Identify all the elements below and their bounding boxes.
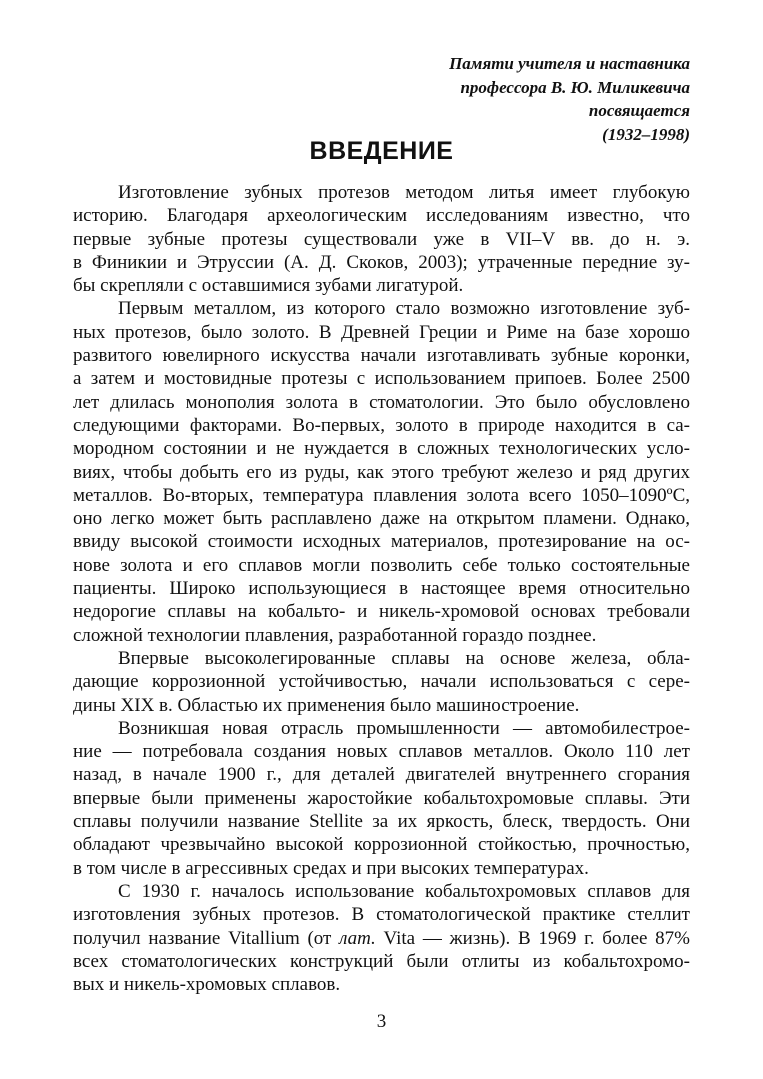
text-line: обладают чрезвычайно высокой коррозионной стойкостью, прочностью, [73, 834, 690, 856]
page-number: 3 [376, 1011, 387, 1032]
text-line: С 1930 г. началось использование кобальтохромовых сплавов для [118, 880, 690, 902]
italic-abbreviation: лат. [339, 927, 376, 949]
text-line: сложной технологии плавления, разработанной гораздо позднее. [73, 624, 597, 646]
text-line: следующими факторами. Во-первых, золото в природе находится в са- [73, 414, 690, 436]
text-line: Первым металлом, из которого стало возможно изготовление зуб- [118, 298, 690, 320]
text-line: Изготовление зубных протезов методом литья имеет глубокую [118, 182, 690, 203]
text-line: пациенты. Широко использующиеся в настоящее время относительно [73, 578, 690, 600]
dedication [449, 52, 690, 146]
text-line: оно легко может быть расплавлено даже на открытом пламени. Однако, [73, 508, 690, 530]
text-line: ных протезов, было золото. В Древней Греции и Риме на базе хорошо [73, 321, 690, 343]
text-line: дающие коррозионной устойчивостью, начали использоваться с сере- [73, 671, 690, 693]
text-segment: получил название Vitallium (от [73, 927, 340, 949]
text-line: развитого ювелирного искусства начали изготавливать зубные коронки, [73, 345, 690, 367]
text-line: ввиду высокой стоимости исходных материалов, протезирование на ос- [73, 531, 690, 553]
paragraph [73, 880, 690, 996]
dedication-line: Памяти учителя и наставника [449, 54, 690, 73]
text-line: впервые были применены жаростойкие кобальтохромовые сплавы. Эти [73, 787, 690, 809]
text-line: Возникшая новая отрасль промышленности — автомобилестрое- [118, 717, 690, 739]
text-line: лет длилась монополия золота в стоматологии. Это было обусловлено [73, 391, 690, 413]
text-line: историю. Благодаря археологическим исследованиям известно, что [73, 205, 690, 227]
text-line: недорогие сплавы на кобальто- и никель-хромовой основах требовали [73, 601, 690, 623]
text-line: в Финикии и Этруссии (А. Д. Скоков, 2003); утраченные передние зу- [73, 251, 690, 273]
dedication-line: посвящается [588, 101, 690, 120]
text-line: всех стоматологических конструкций были отлиты из кобальтохромо- [73, 950, 690, 972]
dedication-line: профессора В. Ю. Миликевича [460, 77, 690, 97]
text-line: а затем и мостовидные протезы с использованием припоев. Более 2500 [73, 368, 690, 390]
text-line: сплавы получили название Stellite за их яркость, блеск, твердость. Они [73, 811, 690, 833]
text-line: вых и никель-хромовых сплавов. [73, 974, 341, 996]
text-line-with-italic [73, 927, 690, 950]
body-text [73, 181, 690, 996]
text-line: нове золота и его сплавов могли позволить себе только состоятельные [73, 554, 690, 576]
text-line: металлов. Во-вторых, температура плавления золота всего 1050–1090ºС, [73, 484, 690, 506]
text-line: ние — потребовала создания новых сплавов металлов. Около 110 лет [73, 741, 690, 763]
text-segment: Vita — жизнь). В 1969 г. более 87% [375, 927, 690, 949]
text-line: первые зубные протезы существовали уже в VII–V вв. до н. э. [73, 228, 690, 250]
text-line: мородном состоянии и не нуждается в сложных технологических усло- [73, 438, 690, 460]
paragraph [73, 647, 690, 717]
dedication-line: (1932–1998) [602, 124, 690, 144]
text-line: изготовления зубных протезов. В стоматологической практике стеллит [73, 904, 690, 926]
paragraph [73, 717, 690, 880]
paragraph [73, 181, 690, 297]
text-line: бы скрепляли с оставшимися зубами лигатурой. [73, 275, 464, 297]
text-line: Впервые высоколегированные сплавы на основе железа, обла- [118, 647, 690, 669]
paragraph [73, 297, 690, 646]
text-line: виях, чтобы добыть его из руды, как этого требуют железо и ряд других [73, 461, 690, 483]
chapter-title: ВВЕДЕНИЕ [309, 137, 454, 165]
text-line: в том числе в агрессивных средах и при высоких температурах. [73, 857, 589, 879]
text-line: дины XIX в. Областью их применения было машиностроение. [73, 694, 580, 716]
text-line: назад, в начале 1900 г., для деталей двигателей внутреннего сгорания [73, 764, 690, 786]
